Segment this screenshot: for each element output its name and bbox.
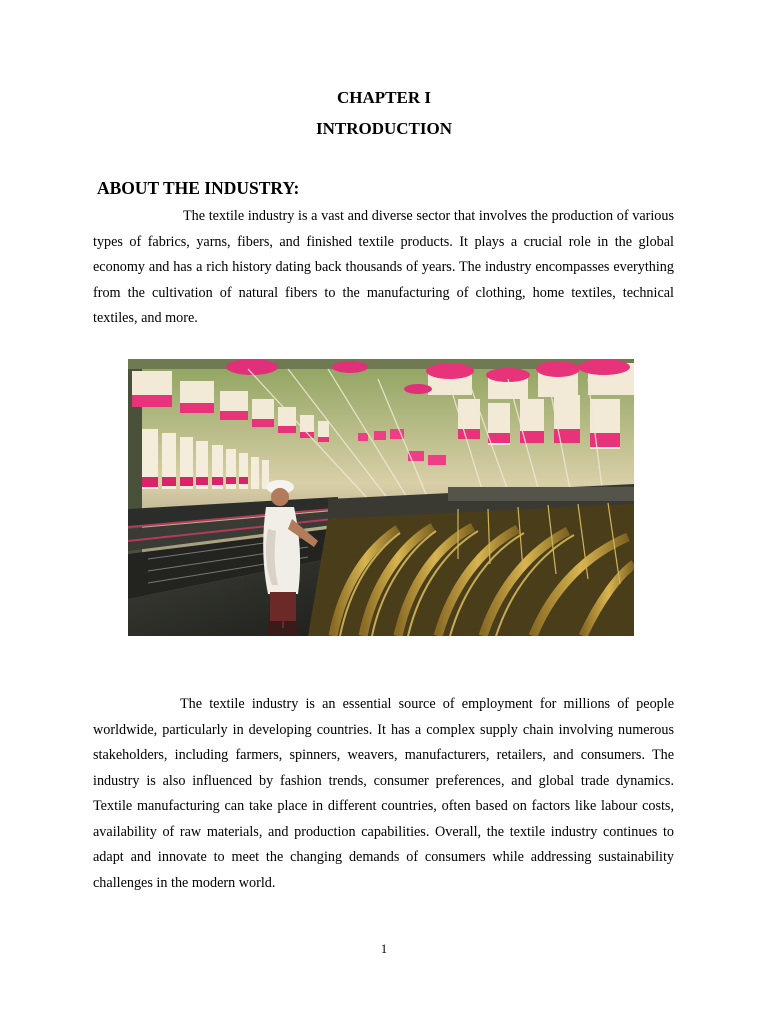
yarn-cones <box>308 503 634 636</box>
page-number: 1 <box>380 942 388 956</box>
chapter-label: CHAPTER I <box>337 88 431 107</box>
intro-paragraph: The textile industry is a vast and diverse sector that involves the production of various types of fabrics, yarns, fibers, and finished textile products. It plays a crucial role in the global economy and has a rich history dating back thousands of years. The industry encompasses everything from the cultivation of natural fibers to the manufacturing of clothing, home textiles, technical textiles, and more. <box>93 208 674 326</box>
chapter-title: INTRODUCTION <box>315 119 453 138</box>
section-heading: ABOUT THE INDUSTRY: <box>97 178 300 198</box>
employment-paragraph: The textile industry is an essential source of employment for millions of people worldwide, particularly in developing countries. It has a complex supply chain involving numerous stakeholders, including farmers, spinners, weavers, manufacturers, retailers, and consumers. The industry is also influenced by fashion trends, consumer preferences, and global trade dynamics. Textile manufacturing can take place in different countries, often based on factors like labour costs, availability of raw materials, and production capabilities. Overall, the textile industry continues to adapt and innovate to meet the changing demands of consumers while addressing sustainability challenges in the modern world. <box>93 696 674 891</box>
textile-mill-photo <box>128 359 634 636</box>
